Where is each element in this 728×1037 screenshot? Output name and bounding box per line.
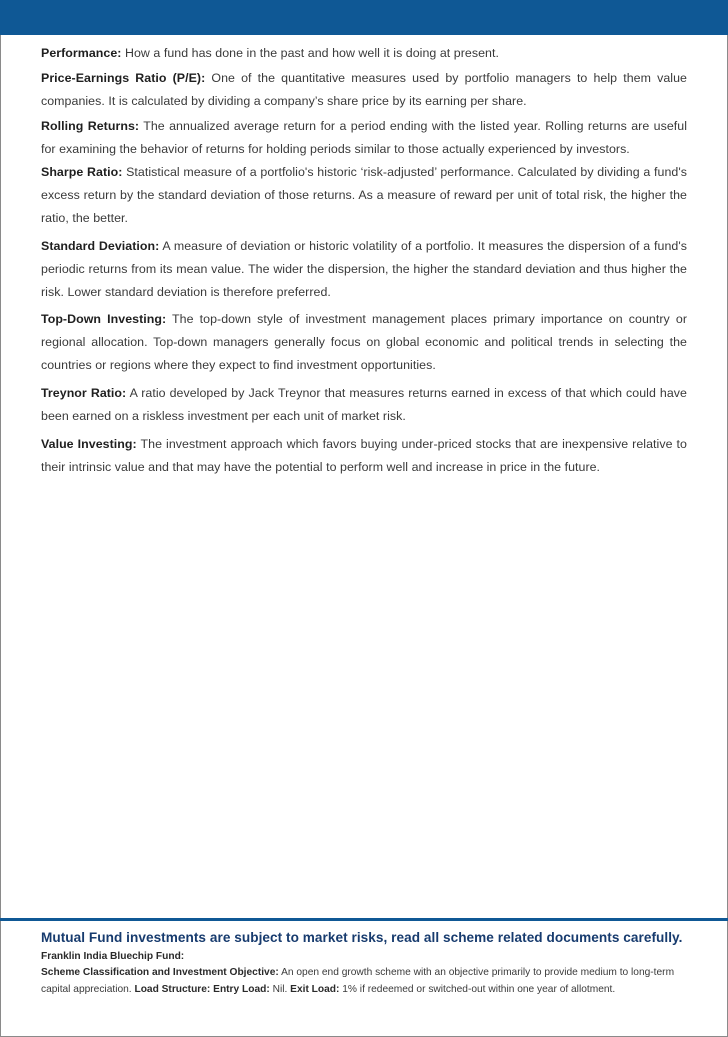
header-band <box>0 0 728 35</box>
glossary-entry-performance <box>41 42 687 65</box>
exit-load-text: 1% if redeemed or switched-out within one year of allotment. <box>342 984 616 995</box>
exit-load-label: Exit Load: <box>290 984 340 995</box>
glossary-term: Top-Down Investing: <box>41 312 167 326</box>
glossary-definition: A measure of deviation or historic volatility of a portfolio. It measures the dispersion of a fund's periodic returns from its mean value. The wider the dispersion, the higher the standard deviation and thus higher the risk. Lower standard deviation is therefore preferred. <box>41 239 687 299</box>
glossary-term: Value Investing: <box>41 437 137 451</box>
glossary-entry-treynor-ratio <box>41 382 687 428</box>
glossary-definition: The top-down style of investment management places primary importance on country or regional allocation. Top-down managers generally focus on global economic and political trends in selecting the countries or regions where they expect to find investment opportunities. <box>41 312 687 372</box>
glossary-definition: Statistical measure of a portfolio's historic ‘risk-adjusted’ performance. Calculated by dividing a fund's excess return by the standard deviation of those returns. As a measure of reward per unit of total risk, the higher the ratio, the better. <box>41 165 687 225</box>
glossary-entry-top-down-investing <box>41 308 687 377</box>
footer-divider <box>0 918 728 921</box>
footer <box>41 930 689 998</box>
glossary-definition: The annualized average return for a period ending with the listed year. Rolling returns are useful for examining the behavior of returns for holding periods similar to those actually experienced by investors. <box>41 119 688 156</box>
glossary-term: Sharpe Ratio: <box>41 165 123 179</box>
glossary-definition: A ratio developed by Jack Treynor that measures returns earned in excess of that which could have been earned on a riskless investment per each unit of market risk. <box>41 386 687 423</box>
glossary-entry-sharpe-ratio <box>41 161 687 230</box>
load-structure-label: Load Structure: Entry Load: <box>134 984 270 995</box>
fund-name: Franklin India Bluechip Fund: <box>41 951 185 962</box>
glossary-entry-standard-deviation <box>41 235 687 304</box>
glossary-definition: How a fund has done in the past and how well it is doing at present. <box>124 46 499 60</box>
glossary-term: Performance: <box>41 46 122 60</box>
glossary-term: Rolling Returns: <box>41 119 140 133</box>
glossary-term: Treynor Ratio: <box>41 386 127 400</box>
glossary-list <box>41 42 687 479</box>
glossary-term: Standard Deviation: <box>41 239 160 253</box>
risk-disclaimer: Mutual Fund investments are subject to market risks, read all scheme related documents carefully. <box>41 930 683 945</box>
glossary-entry-value-investing <box>41 433 687 479</box>
entry-load-value: Nil. <box>272 984 288 995</box>
glossary-term: Price-Earnings Ratio (P/E): <box>41 71 206 85</box>
glossary-entry-pe-ratio <box>41 67 687 113</box>
objective-text: An open end growth scheme with an objective primarily to provide medium to long-term capital appreciation. <box>41 967 675 995</box>
objective-label: Scheme Classification and Investment Objective: <box>41 967 279 978</box>
glossary-entry-rolling-returns <box>41 115 687 161</box>
glossary-definition: One of the quantitative measures used by portfolio managers to help them value companies. It is calculated by dividing a company’s share price by its earning per share. <box>41 71 687 108</box>
glossary-definition: The investment approach which favors buying under-priced stocks that are inexpensive relative to their intrinsic value and that may have the potential to perform well and increase in price in the future. <box>41 437 687 474</box>
fund-details <box>41 964 689 998</box>
